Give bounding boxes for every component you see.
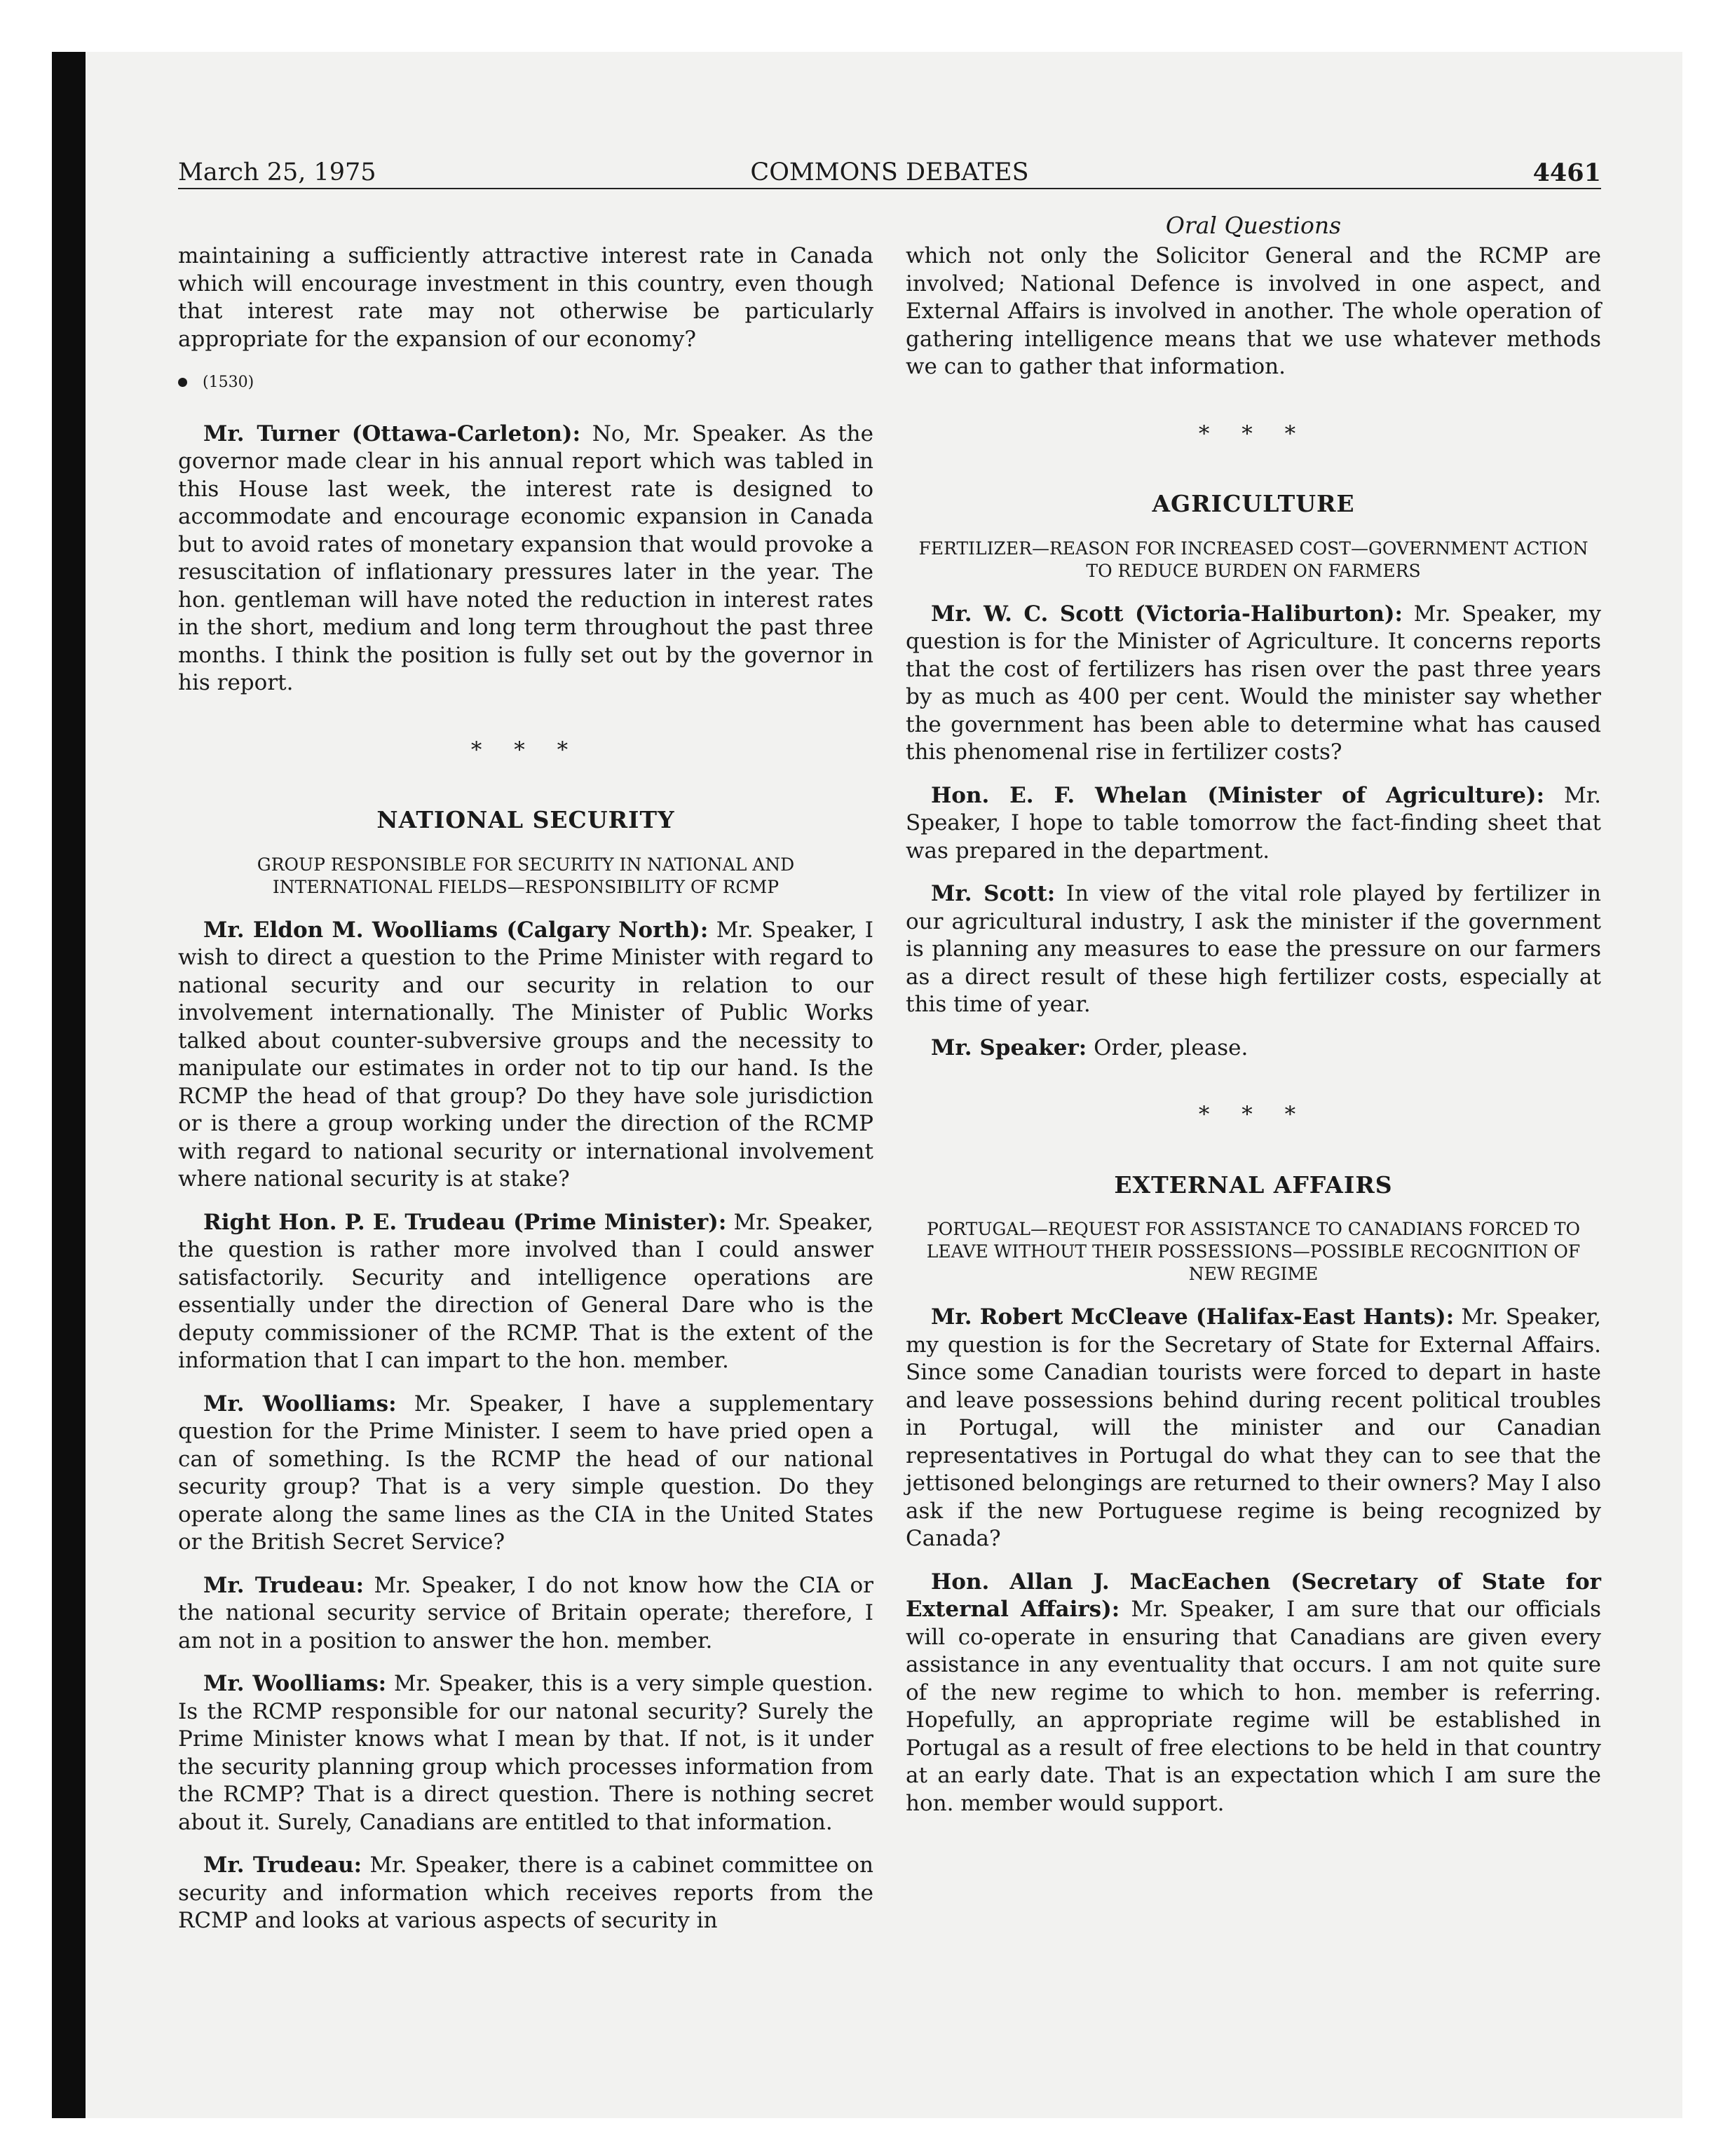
time-marker	[178, 369, 873, 397]
paragraph-continuation: which not only the Solicitor General and the RCMP are involved; National Defence is involved in one aspect, and External Affairs is involved in another. The whole operation of gathering intelligence means that we use whatever methods we can to gather that information.	[906, 243, 1601, 379]
section-title: AGRICULTURE	[1152, 490, 1355, 517]
section-subheading: FERTILIZER—REASON FOR INCREASED COST—GOVERNMENT ACTION TO REDUCE BURDEN ON FARMERS	[918, 538, 1588, 581]
paragraph	[906, 880, 1601, 1019]
speaker-name: Mr. Trudeau:	[203, 1572, 365, 1598]
speech-text: Mr. Speaker, I do not know how the CIA or the national security service of Britain operate; therefore, I am not in a position to answer the hon. member.	[178, 1572, 873, 1653]
speaker-name: Mr. Woolliams:	[203, 1671, 387, 1696]
section-subheading: GROUP RESPONSIBLE FOR SECURITY IN NATIONAL AND INTERNATIONAL FIELDS—RESPONSIBILITY OF RCMP	[257, 854, 795, 897]
speaker-name: Mr. Scott:	[931, 881, 1056, 906]
header-date: March 25, 1975	[178, 158, 376, 186]
header-page-number: 4461	[1532, 158, 1601, 187]
right-column	[906, 243, 1601, 1833]
header-publication: COMMONS DEBATES	[750, 158, 1029, 186]
paragraph	[178, 1209, 873, 1375]
speech-text: No, Mr. Speaker. As the governor made clear in his annual report which was tabled in this House last week, the interest rate is designed to accommodate and encourage economic expansion in Canada but to avoid rates of monetary expansion that would provoke a resuscitation of inflationary pressures later in the year. The hon. gentleman will have noted the reduction in interest rates in the short, medium and long term throughout the past three months. I think the position is fully set out by the governor in his report.	[178, 421, 873, 695]
paragraph	[906, 1569, 1601, 1818]
speech-text: Mr. Speaker, I am sure that our officials will co-operate in ensuring that Canadians are given every assistance in any eventuality that occurs. I am not quite sure of the new regime to which to hon. member is referring. Hopefully, an appropriate regime will be established in Portugal as a result of free elections to be held in that country at an early date. That is an expectation which I am sure the hon. member would support.	[906, 1597, 1601, 1816]
speech-text: Mr. Speaker, I wish to direct a question to the Prime Minister with regard to national security and our security in relation to our involvement internationally. The Minister of Public Works talked about counter-subversive groups and the necessity to manipulate our estimates in order not to tip our hand. Is the RCMP the head of that group? Do they have sole jurisdiction or is there a group working under the direction of the RCMP with regard to national security or international involvement where national security is at stake?	[178, 917, 873, 1192]
speech-text: Mr. Speaker, the question is rather more involved than I could answer satisfactorily. Security and intelligence operations are essentially under the direction of General Dare who is the deputy commissioner of the RCMP. That is the extent of the information that I can impart to the hon. member.	[178, 1209, 873, 1373]
speaker-name: Hon. Allan J. MacEachen (Secretary of State for External Affairs):	[906, 1569, 1601, 1622]
speech-text: Mr. Speaker, my question is for the Minister of Agriculture. It concerns reports that the cost of fertilizers has risen over the past three years by as much as 400 per cent. Would the minister say whether the government has been able to determine what has caused this phenomenal rise in fertilizer costs?	[906, 601, 1601, 765]
paragraph	[906, 782, 1601, 866]
speech-text: Mr. Speaker, I hope to table tomorrow the fact-finding sheet that was prepared in the department.	[906, 782, 1601, 864]
speaker-name: Mr. Speaker:	[931, 1035, 1087, 1060]
paragraph	[178, 421, 873, 697]
section-label: Oral Questions	[1165, 212, 1342, 239]
paragraph	[178, 917, 873, 1194]
section-divider: * * *	[1198, 421, 1309, 446]
paragraph	[178, 1670, 873, 1836]
speaker-name: Hon. E. F. Whelan (Minister of Agriculture):	[931, 782, 1545, 808]
paragraph	[906, 1304, 1601, 1553]
left-column	[178, 243, 873, 1951]
speaker-name: Mr. Robert McCleave (Halifax-East Hants):	[931, 1304, 1455, 1330]
paragraph	[178, 1852, 873, 1935]
paragraph-continuation: maintaining a sufficiently attractive interest rate in Canada which will encourage investment in this country, even though that interest rate may not otherwise be particularly appropriate for the expansion of our economy?	[178, 243, 873, 352]
speaker-name: Mr. Trudeau:	[203, 1853, 362, 1878]
speech-text: Order, please.	[1087, 1035, 1248, 1060]
speaker-name: Mr. Eldon M. Woolliams (Calgary North):	[203, 917, 709, 943]
section-title: NATIONAL SECURITY	[376, 806, 675, 833]
speaker-name: Right Hon. P. E. Trudeau (Prime Minister):	[203, 1209, 727, 1235]
bullet-icon	[178, 378, 187, 387]
speech-text: Mr. Speaker, this is a very simple question. Is the RCMP responsible for our natonal security? Surely the Prime Minister knows what I mean by that. If not, is it under the security planning group which processes information from the RCMP? That is a direct question. There is nothing secret about it. Surely, Canadians are entitled to that information.	[178, 1671, 873, 1835]
page-header	[178, 156, 1601, 189]
speech-text: Mr. Speaker, my question is for the Secretary of State for External Affairs. Since some Canadian tourists were forced to depart in haste and leave possessions behind during recent political troubles in Portugal, will the minister and our Canadian representatives in Portugal do what they can to see that the jettisoned belongings are returned to their owners? May I also ask if the new Portuguese regime is being recognized by Canada?	[906, 1304, 1602, 1551]
section-subheading: PORTUGAL—REQUEST FOR ASSISTANCE TO CANADIANS FORCED TO LEAVE WITHOUT THEIR POSSESSIONS—POSSIBLE RECOGNITION OF NEW REGIME	[926, 1219, 1581, 1284]
paragraph	[906, 1035, 1601, 1063]
section-title: EXTERNAL AFFAIRS	[1114, 1171, 1393, 1199]
speaker-name: Mr. Woolliams:	[203, 1391, 397, 1417]
section-divider: * * *	[1198, 1102, 1309, 1127]
speech-text: Mr. Speaker, I have a supplementary question for the Prime Minister. I seem to have pried open a can of something. Is the RCMP the head of our national security group? That is a very simple question. Do they operate along the same lines as the CIA in the United States or the British Secret Service?	[178, 1391, 873, 1555]
paragraph	[906, 601, 1601, 767]
speech-text: In view of the vital role played by fertilizer in our agricultural industry, I ask the minister if the government is planning any measures to ease the pressure on our farmers as a direct result of these high fertilizer costs, especially at this time of year.	[906, 881, 1601, 1017]
paragraph	[178, 1391, 873, 1557]
section-divider: * * *	[470, 737, 581, 763]
speech-text: Mr. Speaker, there is a cabinet committee on security and information which receives reports from the RCMP and looks at various aspects of security in	[178, 1853, 873, 1933]
paragraph	[178, 1572, 873, 1656]
speaker-name: Mr. Turner (Ottawa-Carleton):	[203, 421, 581, 446]
binding-edge	[52, 52, 86, 2118]
speaker-name: Mr. W. C. Scott (Victoria-Haliburton):	[931, 601, 1403, 627]
time-marker-text: (1530)	[203, 374, 254, 391]
